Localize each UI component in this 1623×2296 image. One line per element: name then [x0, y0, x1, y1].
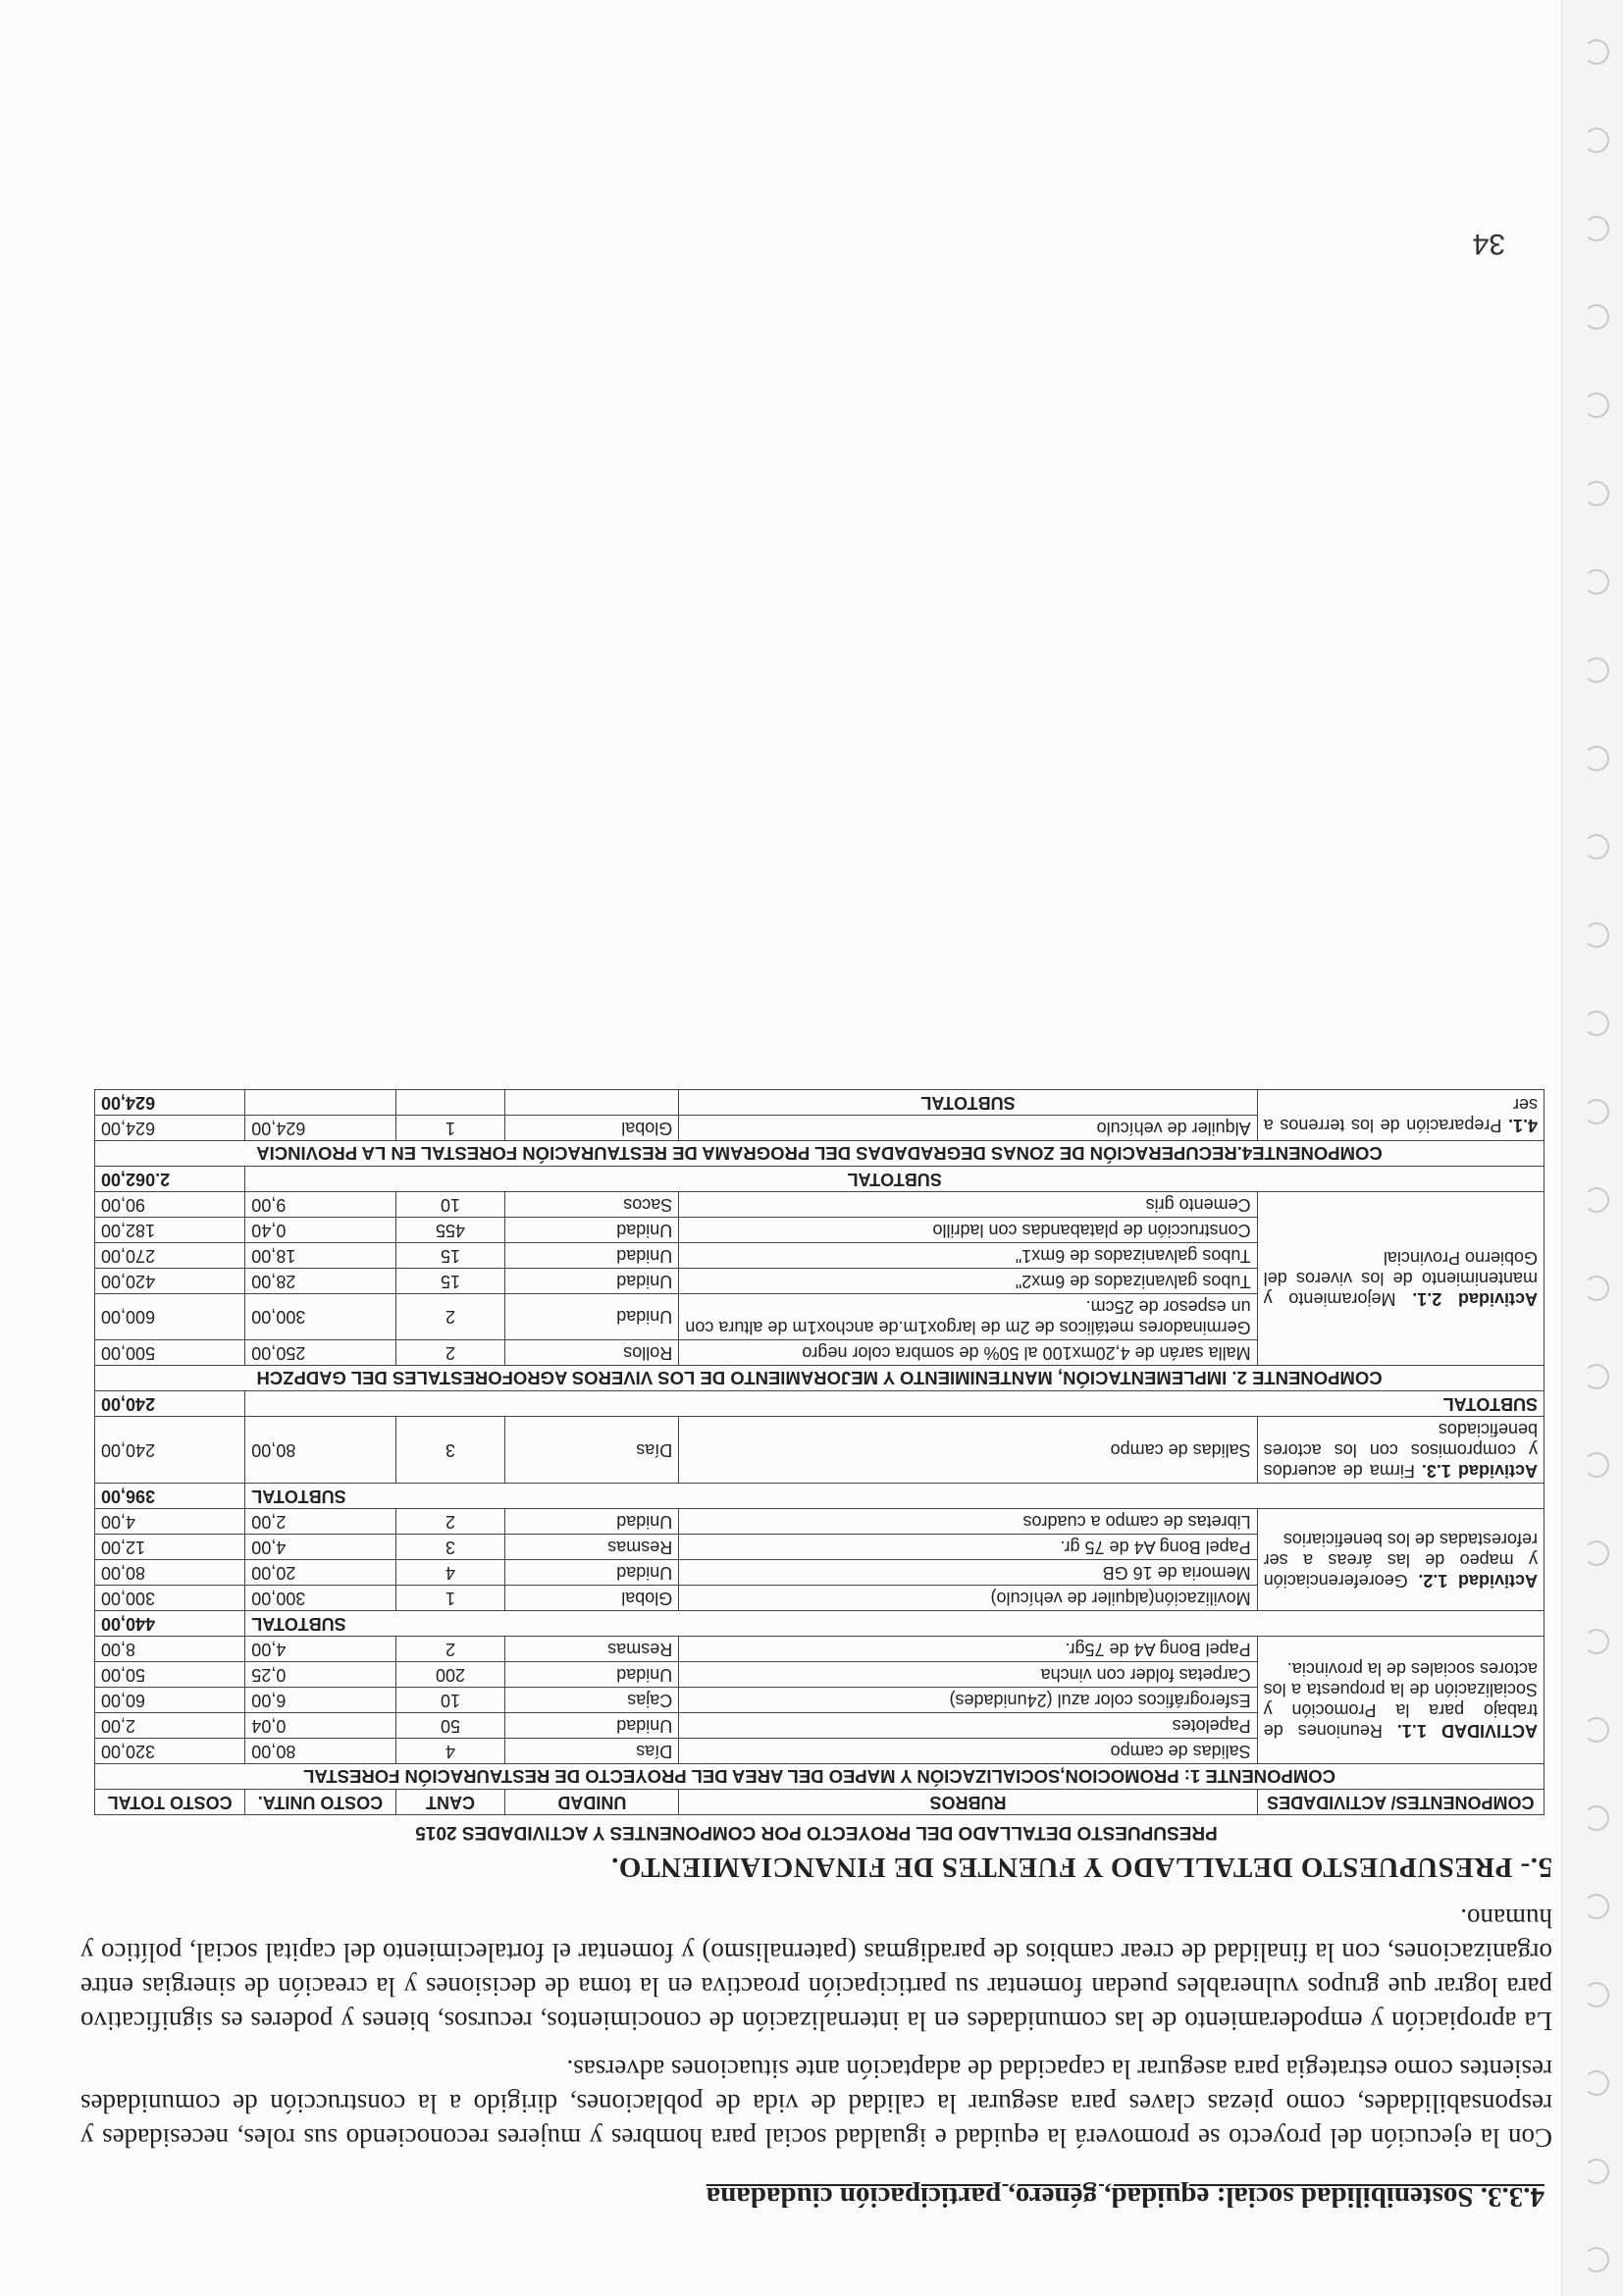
- activity-label: Actividad 2.1.: [1412, 1289, 1538, 1310]
- binding-ring-icon: [1584, 1452, 1609, 1478]
- section-heading: 4.3.3. Sostenibilidad social: equidad, género, participación ciudadana: [706, 2181, 1544, 2213]
- binding-ring-icon: [1584, 392, 1609, 418]
- activity-label: Actividad 1.3.: [1421, 1461, 1538, 1481]
- binding-ring-icon: [1584, 1982, 1609, 2008]
- budget-heading: 5.- PRESUPUESTO DETALLADO Y FUENTES DE FINANCIAMIENTO.: [610, 1852, 1552, 1883]
- table-row: Construcción de platabandas con ladrillo Unidad 455 0,40 182,00: [95, 1218, 1544, 1243]
- document-body: [80, 1089, 1552, 2213]
- subtotal-row: SUBTOTAL 440,00: [95, 1611, 1544, 1637]
- binding-ring-icon: [1584, 1805, 1609, 1831]
- binding-ring-icon: [1584, 1629, 1609, 1654]
- activity-cell: [1257, 1637, 1544, 1764]
- table-row: Actividad 1.3. Firma de acuerdos y compromisos con los actores beneficiados Salidas de campo Días 3 80,00 240,00: [95, 1417, 1544, 1484]
- table-row: Papelotes Unidad 50 0,04 2,00: [95, 1713, 1544, 1739]
- binding-ring-icon: [1584, 1099, 1609, 1124]
- binding-ring-icon: [1584, 1187, 1609, 1213]
- header-cant: CANT: [395, 1790, 505, 1815]
- table-row: Memoria de 16 GB Unidad 4 20,00 80,00: [95, 1560, 1544, 1586]
- binding-ring-icon: [1584, 2070, 1609, 2096]
- binding-ring-icon: [1584, 1364, 1609, 1389]
- binding-ring-icon: [1584, 2247, 1609, 2272]
- table-row: Germinadores metálicos de 2m de largox1m.de anchox1m de altura con un espesor de 25cm. Unidad 2 300,00 600,00: [95, 1294, 1544, 1340]
- binding-ring-icon: [1584, 657, 1609, 683]
- table-row: Tubos galvanizados de 6mx2" Unidad 15 28,00 420,00: [95, 1269, 1544, 1294]
- binding-ring-icon: [1584, 1276, 1609, 1301]
- activity-cell: [1257, 1090, 1544, 1141]
- binding-ring-icon: [1584, 216, 1609, 241]
- table-row: 4.1. Preparación de los terrenos a ser Alquiler de vehículo Global 1 624,00 624,00: [95, 1116, 1544, 1141]
- activity-desc: Firma de acuerdos y compromisos con los actores beneficiados: [1263, 1420, 1538, 1481]
- subtotal-row: SUBTOTAL 240,00: [95, 1391, 1544, 1417]
- binding-ring-icon: [1584, 481, 1609, 506]
- activity-cell: [1257, 1417, 1544, 1484]
- header-costo-total: COSTO TOTAL: [95, 1790, 245, 1815]
- header-costo-unita: COSTO UNITA.: [245, 1790, 395, 1815]
- binding-ring-icon: [1584, 304, 1609, 330]
- activity-label: Actividad 1.2.: [1418, 1571, 1538, 1591]
- activity-cell: [1257, 1509, 1544, 1611]
- header-unidad: UNIDAD: [505, 1790, 679, 1815]
- component-row: COMPONENTE 2. IMPLEMENTACIÓN, MANTENIMIENTO Y MEJORAMIENTO DE LOS VIVEROS AGROFORESTALES DEL GADPZCH: [95, 1366, 1544, 1391]
- table-row: Papel Bong A4 de 75 gr. Resmas 3 4,00 12,00: [95, 1535, 1544, 1560]
- table-row: Tubos galvanizados de 6mx1" Unidad 15 18,00 270,00: [95, 1243, 1544, 1269]
- table-row: Esferográficos color azul (24unidades) Cajas 10 6,00 60,00: [95, 1688, 1544, 1713]
- header-rubros: RUBROS: [679, 1790, 1257, 1815]
- activity-desc: Mejoramiento y mantenimiento de los viveros del Gobierno Provincial: [1263, 1248, 1538, 1310]
- paragraph-2: La apropiación y empoderamiento de las comunidades en la internalización de conocimientos, recursos, bienes y poderes es significativo para lograr que grupos vulnerables puedan fomentar su participación proactiva en la toma de decisiones y la creación de sinergias entre organizaciones, con la finalidad de crear cambios de paradigmas (paternalismo) y fomentar el fortalecimiento del capital social, político y humano.: [80, 1904, 1552, 2036]
- table-row: Libretas de campo a cuadros Unidad 2 2,00 4,00: [95, 1509, 1544, 1535]
- binding-ring-icon: [1584, 834, 1609, 860]
- table-header-row: [95, 1790, 1544, 1815]
- table-row: Papel Bong A4 de 75gr. Resmas 2 4,00 8,00: [95, 1637, 1544, 1662]
- table-row: Actividad 2.1. Mejoramiento y mantenimiento de los viveros del Gobierno Provincial Malla sarán de 4,20mx100 al 50% de sombra color negro Rollos 2 250,00 500,00: [95, 1340, 1544, 1366]
- binding-ring-icon: [1584, 2159, 1609, 2184]
- table-row: Carpetas folder con vincha Unidad 200 0,25 50,00: [95, 1662, 1544, 1688]
- activity-cell: [1257, 1192, 1544, 1366]
- activity-label: 4.1.: [1507, 1116, 1538, 1136]
- table-row: Cemento gris Sacos 10 9,00 90,00: [95, 1192, 1544, 1218]
- component-row: COMPONENTE4.RECUPERACIÓN DE ZONAS DEGRADADAS DEL PROGRAMA DE RESTAURACIÓN FORESTAL EN LA PROVINCIA: [95, 1141, 1544, 1167]
- activity-desc: Preparación de los terrenos a ser: [1263, 1095, 1538, 1136]
- binding-ring-icon: [1584, 746, 1609, 771]
- activity-label: ACTIVIDAD 1.1.: [1396, 1721, 1538, 1742]
- binding-spine: [1561, 0, 1623, 2296]
- subtotal-row: SUBTOTAL 2.062,00: [95, 1167, 1544, 1192]
- table-row: Actividad 1.2. Georeferenciación y mapeo de las áreas a ser reforestadas de los beneficiarios Movilización(alquiler de vehículo) Global 1 300,00 300,00: [95, 1586, 1544, 1611]
- binding-ring-icon: [1584, 1717, 1609, 1743]
- subtotal-row: SUBTOTAL 396,00: [95, 1484, 1544, 1509]
- table-title: PRESUPUESTO DETALLADO DEL PROYECTO POR COMPONENTES Y ACTIVIDADES 2015: [415, 1822, 1218, 1843]
- binding-ring-icon: [1584, 1540, 1609, 1566]
- header-componentes: COMPONENTES/ ACTIVIDADES: [1257, 1790, 1544, 1815]
- component-row: COMPONENTE 1: PROMOCION,SOCIALIZACIÓN Y MAPEO DEL AREA DEL PROYECTO DE RESTAURACIÓN FORESTAL: [95, 1764, 1544, 1790]
- binding-ring-icon: [1584, 1011, 1609, 1036]
- binding-ring-icon: [1584, 569, 1609, 595]
- binding-ring-icon: [1584, 1894, 1609, 1919]
- binding-ring-icon: [1584, 128, 1609, 153]
- paragraph-1: Con la ejecución del proyecto se promoverá la equidad e igualdad social para hombres y mujeres reconociendo sus roles, necesidades y responsabilidades, como piezas claves para asegurar la calidad de vida de poblaciones, dirigido a la construcción de comunidades resientes como estrategia para asegurar la capacidad de adaptación ante situaciones adversas.: [80, 2055, 1552, 2153]
- binding-ring-icon: [1584, 922, 1609, 948]
- binding-ring-icon: [1584, 39, 1609, 65]
- subtotal-row: SUBTOTAL 624,00: [95, 1090, 1544, 1116]
- activity-desc: Georeferenciación y mapeo de las áreas a ser reforestadas de los beneficiarios: [1263, 1530, 1538, 1591]
- activity-desc: Reuniones de trabajo para la Promoción y Socialización de la propuesta a los actores sociales de la provincia.: [1263, 1659, 1538, 1742]
- budget-table: [94, 1089, 1544, 1815]
- page-number: 34: [1472, 228, 1505, 260]
- table-row: ACTIVIDAD 1.1. Reuniones de trabajo para la Promoción y Socialización de la propuesta a los actores sociales de la provincia. Salidas de campo Días 4 80,00 320,00: [95, 1739, 1544, 1764]
